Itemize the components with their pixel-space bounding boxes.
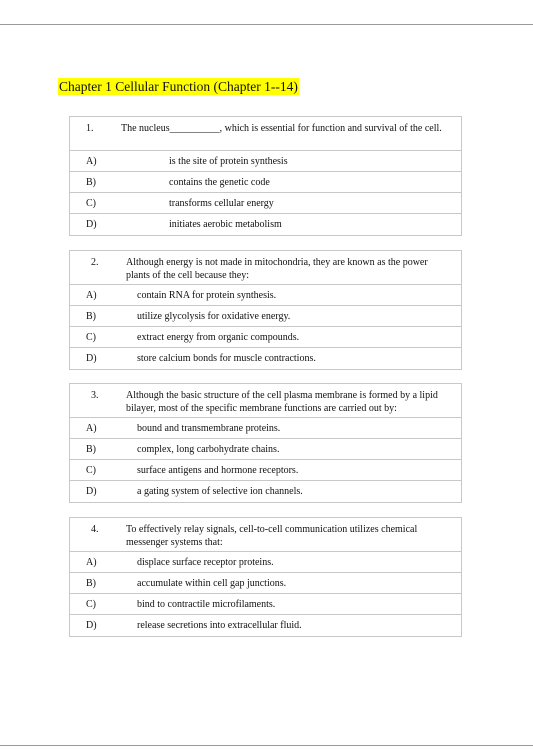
option-letter: A) bbox=[86, 557, 97, 568]
option-letter: A) bbox=[86, 290, 97, 301]
option-letter: B) bbox=[86, 444, 96, 455]
question-stem-row bbox=[70, 518, 461, 552]
answer-option-d bbox=[70, 615, 461, 636]
answer-option-d bbox=[70, 214, 461, 235]
answer-option-c bbox=[70, 193, 461, 214]
option-letter: D) bbox=[86, 353, 97, 364]
answer-option-b bbox=[70, 573, 461, 594]
answer-option-a bbox=[70, 418, 461, 439]
option-text: utilize glycolysis for oxidative energy. bbox=[137, 311, 291, 322]
option-text: initiates aerobic metabolism bbox=[169, 219, 282, 230]
option-letter: A) bbox=[86, 423, 97, 434]
option-letter: B) bbox=[86, 311, 96, 322]
option-text: accumulate within cell gap junctions. bbox=[137, 578, 287, 589]
question-number: 3. bbox=[91, 390, 99, 401]
answer-option-b bbox=[70, 172, 461, 193]
option-letter: D) bbox=[86, 486, 97, 497]
answer-option-d bbox=[70, 481, 461, 502]
question-block bbox=[69, 517, 462, 637]
question-block bbox=[69, 116, 462, 236]
option-letter: C) bbox=[86, 198, 96, 209]
option-text: complex, long carbohydrate chains. bbox=[137, 444, 280, 455]
option-text: bind to contractile microfilaments. bbox=[137, 599, 276, 610]
option-text: bound and transmembrane proteins. bbox=[137, 423, 281, 434]
answer-option-c bbox=[70, 327, 461, 348]
question-text: The nucleus__________, which is essential for function and survival of the cell. bbox=[121, 123, 442, 134]
question-block bbox=[69, 250, 462, 370]
question-stem-row bbox=[70, 251, 461, 285]
answer-option-a bbox=[70, 285, 461, 306]
question-stem-row bbox=[70, 117, 461, 151]
option-letter: B) bbox=[86, 177, 96, 188]
option-text: contains the genetic code bbox=[169, 177, 270, 188]
option-letter: C) bbox=[86, 465, 96, 476]
question-text: Although energy is not made in mitochondria, they are known as the power plants of the cell because they: bbox=[126, 257, 428, 281]
option-text: store calcium bonds for muscle contractions. bbox=[137, 353, 316, 364]
answer-option-a bbox=[70, 151, 461, 172]
option-letter: C) bbox=[86, 332, 96, 343]
question-number: 1. bbox=[86, 123, 94, 134]
answer-option-a bbox=[70, 552, 461, 573]
option-text: is the site of protein synthesis bbox=[169, 156, 288, 167]
question-block bbox=[69, 383, 462, 503]
bottom-rule bbox=[0, 745, 533, 746]
option-text: transforms cellular energy bbox=[169, 198, 274, 209]
option-letter: C) bbox=[86, 599, 96, 610]
top-rule bbox=[0, 24, 533, 25]
option-letter: A) bbox=[86, 156, 97, 167]
option-text: displace surface receptor proteins. bbox=[137, 557, 274, 568]
answer-option-c bbox=[70, 460, 461, 481]
answer-option-b bbox=[70, 439, 461, 460]
option-text: extract energy from organic compounds. bbox=[137, 332, 300, 343]
answer-option-c bbox=[70, 594, 461, 615]
option-text: surface antigens and hormone receptors. bbox=[137, 465, 299, 476]
answer-option-b bbox=[70, 306, 461, 327]
question-number: 4. bbox=[91, 524, 99, 535]
option-text: release secretions into extracellular fluid. bbox=[137, 620, 302, 631]
answer-option-d bbox=[70, 348, 461, 369]
chapter-title: Chapter 1 Cellular Function (Chapter 1--14) bbox=[59, 79, 298, 94]
question-text: Although the basic structure of the cell plasma membrane is formed by a lipid bilayer, most of the specific membrane functions are carried out by: bbox=[126, 390, 438, 414]
option-letter: D) bbox=[86, 219, 97, 230]
question-number: 2. bbox=[91, 257, 99, 268]
question-stem-row bbox=[70, 384, 461, 418]
option-letter: B) bbox=[86, 578, 96, 589]
option-text: a gating system of selective ion channels. bbox=[137, 486, 303, 497]
option-letter: D) bbox=[86, 620, 97, 631]
option-text: contain RNA for protein synthesis. bbox=[137, 290, 277, 301]
question-text: To effectively relay signals, cell-to-cell communication utilizes chemical messenger systems that: bbox=[126, 524, 418, 548]
